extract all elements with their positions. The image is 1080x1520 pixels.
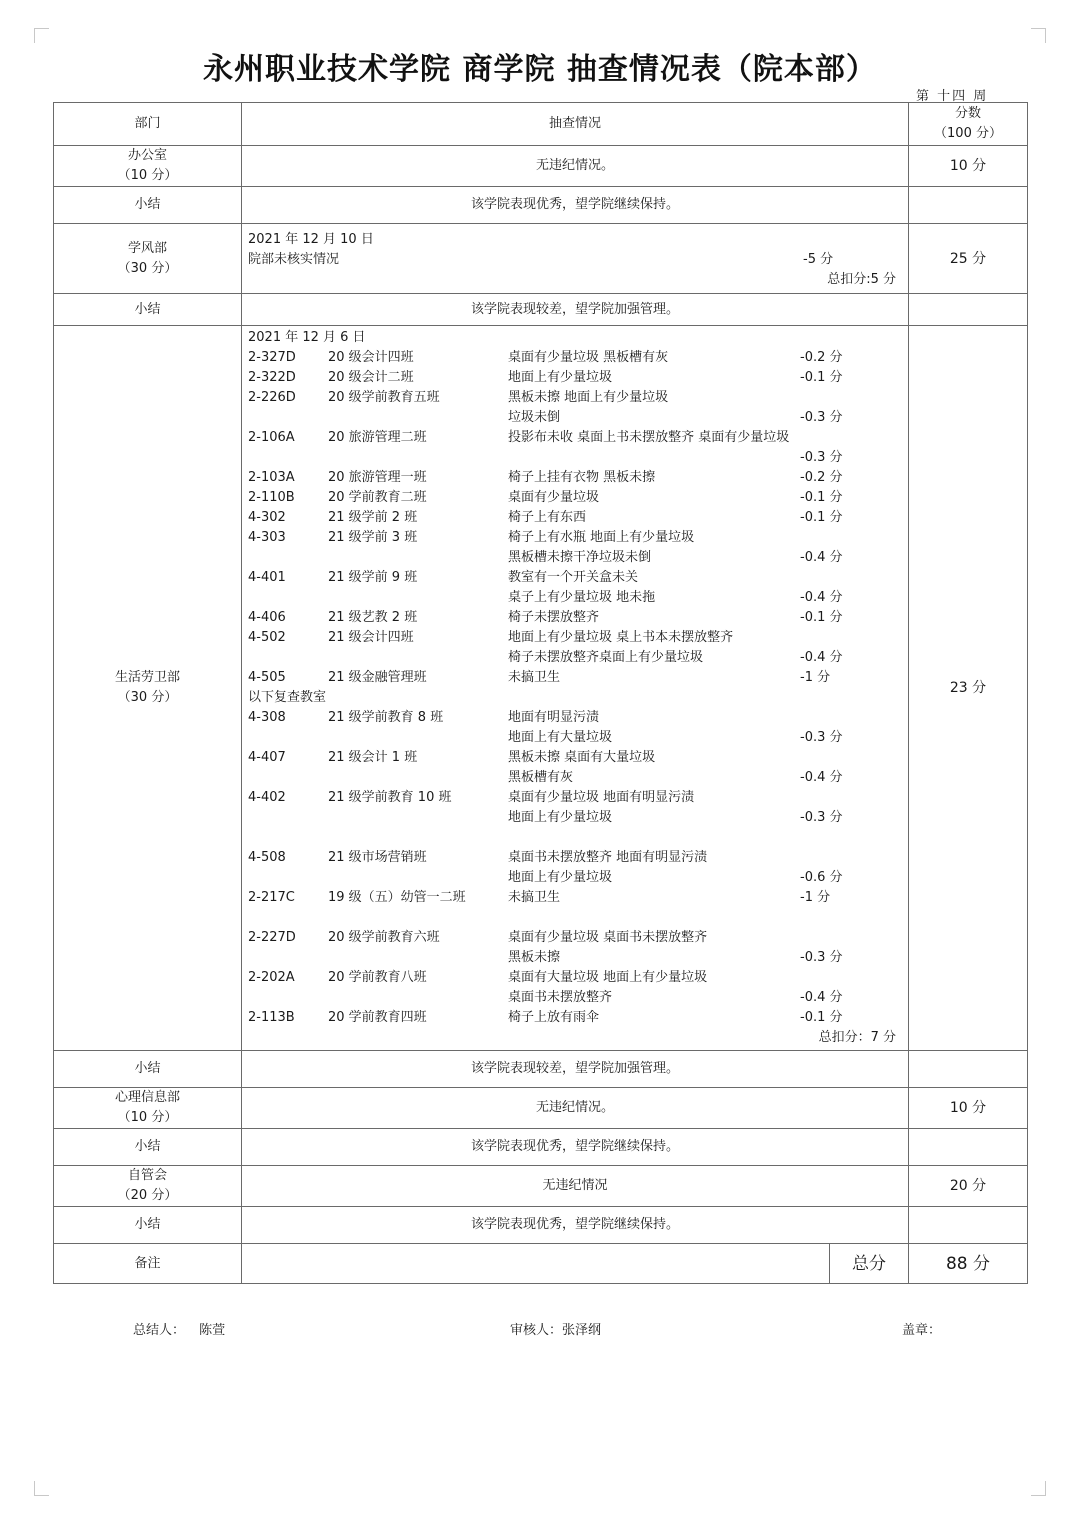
psych-dept xyxy=(54,1088,242,1129)
line-room: 4-505 xyxy=(248,670,286,685)
psych-situation: 无违纪情况。 xyxy=(242,1088,909,1129)
line-issue: 桌子上有少量垃圾 地未拖 xyxy=(508,590,656,605)
line-class: 21 级金融管理班 xyxy=(328,670,427,685)
line-class: 21 级学前教育 10 班 xyxy=(328,790,452,805)
self-row xyxy=(54,1166,1028,1207)
labor-summary: 该学院表现较差，望学院加强管理。 xyxy=(242,1051,909,1088)
line-issue: 椅子未摆放整齐 xyxy=(508,610,600,625)
line-issue: 未搞卫生 xyxy=(508,890,561,905)
labor-lines-recheck xyxy=(248,708,902,1028)
office-situation: 无违纪情况。 xyxy=(242,146,909,187)
inspection-line xyxy=(248,608,902,628)
header-situation: 抽查情况 xyxy=(242,103,909,146)
line-issue: 桌面有少量垃圾 地面有明显污渍 xyxy=(508,790,695,805)
line-issue: 黑板未擦 地面上有少量垃圾 xyxy=(508,390,669,405)
inspection-line xyxy=(248,348,902,368)
inspection-line xyxy=(248,888,902,908)
line-issue: 椅子未摆放整齐桌面上有少量垃圾 xyxy=(508,650,704,665)
line-issue: 桌面有少量垃圾 xyxy=(508,490,600,505)
line-class: 21 级艺教 2 班 xyxy=(328,610,418,625)
line-deduct: -0.2 分 xyxy=(800,350,843,365)
line-room: 4-407 xyxy=(248,750,286,765)
line-class: 20 级会计四班 xyxy=(328,350,414,365)
style-total: 总扣分:5 分 xyxy=(827,272,897,287)
style-item xyxy=(248,250,902,270)
line-deduct: -0.6 分 xyxy=(800,870,843,885)
psych-summary-row xyxy=(54,1129,1028,1166)
line-issue: 地面有明显污渍 xyxy=(508,710,600,725)
line-issue: 黑板槽有灰 xyxy=(508,770,574,785)
labor-date: 2021 年 12 月 6 日 xyxy=(248,330,366,345)
inspection-line xyxy=(248,1008,902,1028)
line-deduct: -0.1 分 xyxy=(800,610,843,625)
line-deduct: -0.3 分 xyxy=(800,410,843,425)
inspection-line xyxy=(248,808,902,828)
labor-summary-label: 小结 xyxy=(54,1051,242,1088)
line-class: 21 级学前 9 班 xyxy=(328,570,418,585)
office-summary-label: 小结 xyxy=(54,187,242,224)
line-issue: 投影布未收 桌面上书未摆放整齐 桌面有少量垃圾 xyxy=(508,430,790,445)
psych-score: 10 分 xyxy=(909,1088,1028,1129)
self-score: 20 分 xyxy=(909,1166,1028,1207)
header-score xyxy=(909,103,1028,146)
line-issue: 桌面书未摆放整齐 xyxy=(508,990,613,1005)
inspection-line xyxy=(248,848,902,868)
line-issue: 椅子上放有雨伞 xyxy=(508,1010,600,1025)
line-issue: 椅子上有水瓶 地面上有少量垃圾 xyxy=(508,530,695,545)
line-deduct: -0.4 分 xyxy=(800,770,843,785)
inspection-line xyxy=(248,628,902,648)
inspection-line xyxy=(248,708,902,728)
line-issue: 黑板未擦 桌面有大量垃圾 xyxy=(508,750,656,765)
labor-summary-empty xyxy=(909,1051,1028,1088)
line-room: 2-202A xyxy=(248,970,295,985)
line-deduct: -0.3 分 xyxy=(800,450,843,465)
psych-summary: 该学院表现优秀，望学院继续保持。 xyxy=(242,1129,909,1166)
line-deduct: -0.3 分 xyxy=(800,950,843,965)
psych-summary-empty xyxy=(909,1129,1028,1166)
line-deduct: -0.4 分 xyxy=(800,590,843,605)
week-label: 第 十四 周 xyxy=(916,89,989,104)
self-situation: 无违纪情况 xyxy=(242,1166,909,1207)
line-room: 4-308 xyxy=(248,710,286,725)
line-class: 20 学前教育四班 xyxy=(328,1010,427,1025)
labor-recheck: 以下复查教室 xyxy=(248,690,327,705)
line-room: 2-217C xyxy=(248,890,295,905)
labor-name: 生活劳卫部 xyxy=(114,670,180,685)
inspection-line xyxy=(248,408,902,428)
style-row xyxy=(54,224,1028,294)
header-score-label: 分数 xyxy=(955,106,982,121)
labor-lines xyxy=(248,348,902,688)
inspection-line xyxy=(248,788,902,808)
line-class: 21 级市场营销班 xyxy=(328,850,427,865)
line-room: 2-113B xyxy=(248,1010,295,1025)
line-class: 19 级（五）幼管一二班 xyxy=(328,890,466,905)
remarks-content xyxy=(242,1244,830,1284)
summarizer xyxy=(133,1319,225,1338)
header-dept: 部门 xyxy=(54,103,242,146)
line-deduct: -0.1 分 xyxy=(800,370,843,385)
inspection-line xyxy=(248,388,902,408)
page-title: 永州职业技术学院 商学院 抽查情况表（院本部） xyxy=(203,52,877,87)
style-name: 学风部 xyxy=(127,240,167,256)
line-deduct: -0.1 分 xyxy=(800,510,843,525)
inspection-line xyxy=(248,428,902,448)
inspection-line xyxy=(248,468,902,488)
line-class: 20 旅游管理一班 xyxy=(328,470,427,485)
labor-total: 总扣分：7 分 xyxy=(818,1030,897,1045)
line-issue: 桌面书未摆放整齐 地面有明显污渍 xyxy=(508,850,708,865)
summarizer-label: 总结人： xyxy=(133,1323,186,1338)
line-class: 20 学前教育二班 xyxy=(328,490,427,505)
line-room: 2-226D xyxy=(248,390,296,405)
line-issue: 黑板槽未擦干净垃圾未倒 xyxy=(508,550,652,565)
inspection-line xyxy=(248,868,902,888)
line-issue: 地面上有少量垃圾 xyxy=(508,870,613,885)
inspection-line xyxy=(248,928,902,948)
line-issue: 地面上有少量垃圾 xyxy=(508,370,613,385)
seal-label: 盖章： xyxy=(902,1323,942,1338)
inspection-line xyxy=(248,568,902,588)
reviewer xyxy=(510,1319,601,1338)
line-issue: 地面上有大量垃圾 xyxy=(508,730,613,745)
line-class: 20 级会计二班 xyxy=(328,370,414,385)
inspection-line xyxy=(248,908,902,928)
inspection-line xyxy=(248,448,902,468)
office-summary: 该学院表现优秀，望学院继续保持。 xyxy=(242,187,909,224)
self-name: 自管会 xyxy=(127,1168,167,1183)
labor-full: （30 分） xyxy=(117,690,178,705)
office-summary-row xyxy=(54,187,1028,224)
header-score-total: （100 分） xyxy=(934,126,1002,141)
style-detail xyxy=(242,224,909,294)
inspection-line xyxy=(248,548,902,568)
total-score-label: 总分 xyxy=(830,1244,909,1284)
office-row xyxy=(54,146,1028,187)
style-summary-row xyxy=(54,294,1028,326)
self-summary-row xyxy=(54,1207,1028,1244)
self-summary: 该学院表现优秀，望学院继续保持。 xyxy=(242,1207,909,1244)
style-dept xyxy=(54,224,242,294)
inspection-line xyxy=(248,768,902,788)
style-item-text: 院部未核实情况 xyxy=(248,252,340,267)
line-issue: 垃圾未倒 xyxy=(508,410,561,425)
line-class: 20 学前教育八班 xyxy=(328,970,427,985)
inspection-line xyxy=(248,748,902,768)
line-class: 20 旅游管理二班 xyxy=(328,430,427,445)
reviewer-name: 张泽纲 xyxy=(562,1323,602,1338)
office-score: 10 分 xyxy=(909,146,1028,187)
line-deduct: -0.2 分 xyxy=(800,470,843,485)
line-room: 2-106A xyxy=(248,430,295,445)
line-room: 2-103A xyxy=(248,470,295,485)
line-room: 4-302 xyxy=(248,510,286,525)
line-room: 4-406 xyxy=(248,610,286,625)
psych-row xyxy=(54,1088,1028,1129)
office-summary-empty xyxy=(909,187,1028,224)
self-dept xyxy=(54,1166,242,1207)
style-full: （30 分） xyxy=(117,260,178,276)
line-deduct: -0.4 分 xyxy=(800,650,843,665)
self-full: （20 分） xyxy=(117,1188,178,1203)
labor-summary-row xyxy=(54,1051,1028,1088)
style-score: 25 分 xyxy=(909,224,1028,294)
style-summary-label: 小结 xyxy=(54,294,242,326)
line-issue: 地面上有少量垃圾 桌上书本未摆放整齐 xyxy=(508,630,734,645)
inspection-line xyxy=(248,508,902,528)
office-full: （10 分） xyxy=(117,168,178,183)
line-room: 4-502 xyxy=(248,630,286,645)
style-item-deduct: -5 分 xyxy=(803,252,834,267)
line-room: 2-110B xyxy=(248,490,295,505)
corner-mark-top-left xyxy=(34,28,49,43)
inspection-line xyxy=(248,828,902,848)
style-summary: 该学院表现较差，望学院加强管理。 xyxy=(242,294,909,326)
corner-mark-bottom-right xyxy=(1031,1481,1046,1496)
line-deduct: -0.1 分 xyxy=(800,1010,843,1025)
line-issue: 桌面有少量垃圾 桌面书未摆放整齐 xyxy=(508,930,708,945)
line-deduct: -1 分 xyxy=(800,890,831,905)
inspection-table xyxy=(53,102,1028,1284)
labor-row xyxy=(54,326,1028,1051)
self-summary-label: 小结 xyxy=(54,1207,242,1244)
office-dept xyxy=(54,146,242,187)
line-room: 4-401 xyxy=(248,570,286,585)
line-deduct: -0.4 分 xyxy=(800,990,843,1005)
style-date: 2021 年 12 月 10 日 xyxy=(248,232,374,247)
self-summary-empty xyxy=(909,1207,1028,1244)
inspection-line xyxy=(248,968,902,988)
line-deduct: -0.1 分 xyxy=(800,490,843,505)
header-row xyxy=(54,103,1028,146)
corner-mark-bottom-left xyxy=(34,1481,49,1496)
remarks-row xyxy=(54,1244,1028,1284)
office-name: 办公室 xyxy=(127,148,167,163)
inspection-line xyxy=(248,948,902,968)
line-class: 21 级会计 1 班 xyxy=(328,750,418,765)
line-issue: 桌面有少量垃圾 黑板槽有灰 xyxy=(508,350,669,365)
line-issue: 教室有一个开关盒未关 xyxy=(508,570,639,585)
line-room: 4-303 xyxy=(248,530,286,545)
line-deduct: -0.4 分 xyxy=(800,550,843,565)
seal xyxy=(902,1319,941,1338)
line-room: 4-508 xyxy=(248,850,286,865)
psych-name: 心理信息部 xyxy=(114,1090,180,1105)
labor-dept xyxy=(54,326,242,1051)
line-issue: 黑板未擦 xyxy=(508,950,561,965)
inspection-line xyxy=(248,528,902,548)
psych-summary-label: 小结 xyxy=(54,1129,242,1166)
line-issue: 桌面有大量垃圾 地面上有少量垃圾 xyxy=(508,970,708,985)
line-class: 20 级学前教育五班 xyxy=(328,390,440,405)
inspection-line xyxy=(248,648,902,668)
labor-detail xyxy=(242,326,909,1051)
summarizer-name: 陈萱 xyxy=(199,1323,226,1338)
total-score: 88 分 xyxy=(909,1244,1028,1284)
inspection-line xyxy=(248,368,902,388)
line-room: 2-327D xyxy=(248,350,296,365)
corner-mark-top-right xyxy=(1031,28,1046,43)
line-class: 21 级学前教育 8 班 xyxy=(328,710,444,725)
style-summary-empty xyxy=(909,294,1028,326)
line-issue: 椅子上有东西 xyxy=(508,510,587,525)
line-deduct: -1 分 xyxy=(800,670,831,685)
line-deduct: -0.3 分 xyxy=(800,730,843,745)
line-room: 2-227D xyxy=(248,930,296,945)
inspection-line xyxy=(248,728,902,748)
line-room: 4-402 xyxy=(248,790,286,805)
line-room: 2-322D xyxy=(248,370,296,385)
line-class: 21 级会计四班 xyxy=(328,630,414,645)
labor-score: 23 分 xyxy=(909,326,1028,1051)
line-issue: 椅子上挂有衣物 黑板未擦 xyxy=(508,470,656,485)
line-class: 20 级学前教育六班 xyxy=(328,930,440,945)
line-issue: 未搞卫生 xyxy=(508,670,561,685)
line-issue: 地面上有少量垃圾 xyxy=(508,810,613,825)
inspection-line xyxy=(248,588,902,608)
psych-full: （10 分） xyxy=(117,1110,178,1125)
line-class: 21 级学前 2 班 xyxy=(328,510,418,525)
inspection-line xyxy=(248,488,902,508)
line-deduct: -0.3 分 xyxy=(800,810,843,825)
line-class: 21 级学前 3 班 xyxy=(328,530,418,545)
reviewer-label: 审核人： xyxy=(510,1323,563,1338)
inspection-line xyxy=(248,668,902,688)
inspection-line xyxy=(248,988,902,1008)
remarks-label: 备注 xyxy=(54,1244,242,1284)
